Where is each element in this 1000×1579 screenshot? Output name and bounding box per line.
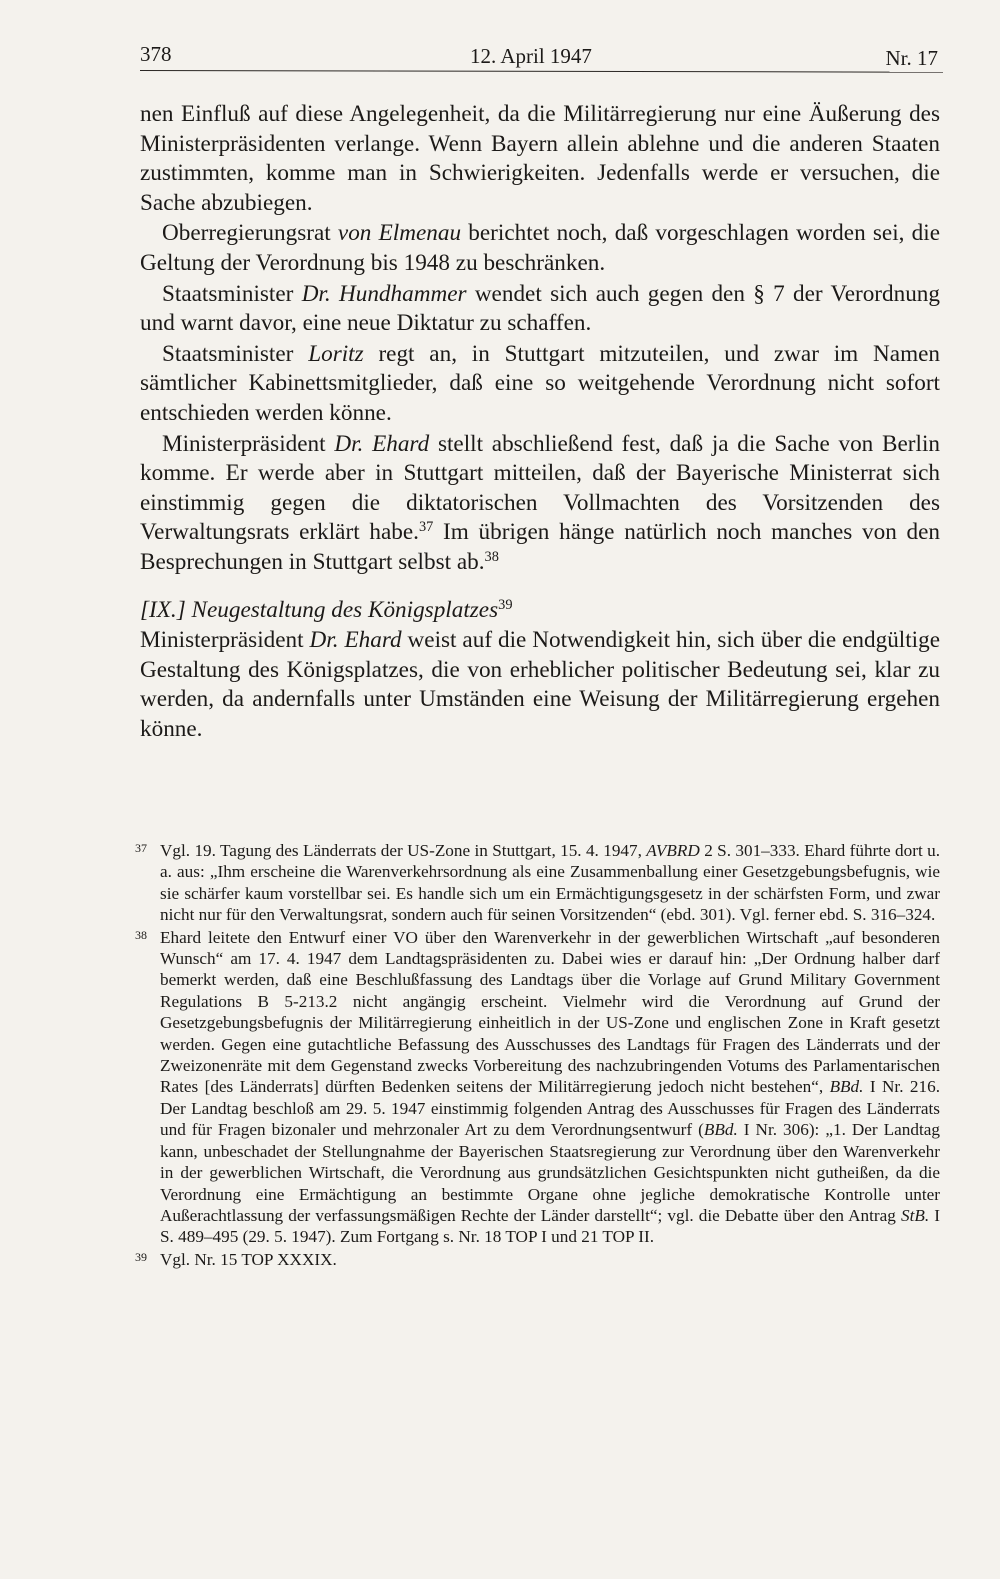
footnote-text: Vgl. 19. Tagung des Länderrats der US-Zone in Stuttgart, 15. 4. 1947, bbox=[160, 841, 647, 860]
footnote-text: Ehard leitete den Entwurf einer VO über den Warenverkehr in der gewerblichen Wirtschaft „auf besonderen Wunsch“ am 17. 4. 1947 dem Landtagspräsidenten zu. Dabei wies er darauf hin: „Der Ordnung halber darf bemerkt werden, daß eine Beschlußfassung des Landtags über die Vorlage auf Grund Military Government Regulations B 5-213.2 nicht angängig erscheint. Vielmehr wird die Verordnung auf Grund der Gesetzgebungsbefugnis der Militärregierung einheitlich in der US-Zone und englischen Zone in Kraft gesetzt werden. Gegen eine gutachtliche Befassung des Ausschusses des Landtags für Fragen des Länderrats und der Zweizonenräte mit dem Gegenstand zwecks Vorbereitung des nachzubringenden Votums des Parlamentarischen Rates [des Länderrats] dürften Bedenken seitens der Militärregierung jedoch nicht bestehen“, bbox=[160, 927, 940, 1097]
footnote-text: 2 S. 301–333. Ehard führte dort u. a. aus: „Ihm erscheine die Warenverkehrsordnung als eine Zusammenballung einer Gesetzgebungsbefugnis, wie sie schärfer kaum vorstellbar sei. Es handle sich um ein Ermächtigungsgesetz in der schärfsten Form, und zwar nicht nur für den Verwaltungsrat, sondern auch für seinen Vorsitzenden“ (ebd. 301). Vgl. ferner ebd. S. 316–324. bbox=[160, 841, 940, 925]
speaker-name: Loritz bbox=[308, 340, 364, 367]
footnote-reference[interactable]: 38 bbox=[484, 549, 499, 565]
paragraph-loritz bbox=[140, 340, 940, 429]
footnote-source: BBd. bbox=[829, 1077, 864, 1097]
paragraph-elmenau bbox=[140, 219, 940, 278]
footnote-text: I Nr. 216. Der Landtag beschloß am 29. 5. 1947 einstimmig folgenden Antrag des Ausschusses für Fragen des Länderrats und für Fragen bizonaler und mehrzonaler Art zu dem Verordnungsentwurf ( bbox=[160, 1077, 940, 1140]
footnote-source: StB. bbox=[900, 1205, 930, 1225]
footnote-number: 37 bbox=[135, 841, 147, 855]
footnote-reference[interactable]: 37 bbox=[418, 519, 434, 536]
page-number: 378 bbox=[140, 42, 172, 66]
footnote-text: Vgl. Nr. 15 TOP XXXIX. bbox=[160, 1249, 337, 1269]
footnote-number: 39 bbox=[135, 1249, 147, 1264]
paragraph-text: regt an, in Stuttgart mitzuteilen, und zwar im Namen sämtlicher Kabinettsmitglieder, daß eine so weitgehende Verordnung nicht sofort entschieden werden könne. bbox=[140, 340, 940, 426]
paragraph-text: Im übrigen hänge natürlich noch manches von den Besprechungen in Stuttgart selbst ab. bbox=[140, 519, 940, 575]
speaker-name: Dr. Ehard bbox=[334, 430, 430, 457]
running-header bbox=[140, 38, 940, 74]
paragraph-continuation: nen Einfluß auf diese Angelegenheit, da die Militärregierung nur eine Äußerung des Ministerpräsidenten verlange. Wenn Bayern allein ablehne und die anderen Staaten zustimmten, komme man in Schwierigkeiten. Jedenfalls werde er versuchen, die Sache abzubiegen. bbox=[140, 101, 940, 216]
footnote-reference[interactable]: 39 bbox=[498, 596, 513, 613]
paragraph-text: weist auf die Notwendigkeit hin, sich über die endgültige Gestaltung des Königsplatzes, die von erheblicher politischer Bedeutung sei, klar zu werden, da andernfalls unter Umständen eine Weisung der Militärregierung ergehen könne. bbox=[140, 627, 940, 742]
speaker-name: Dr. Hundhammer bbox=[301, 280, 467, 307]
header-date: 12. April 1947 bbox=[470, 44, 592, 68]
speaker-title: Ministerpräsident bbox=[140, 627, 310, 654]
speaker-name: Dr. Ehard bbox=[309, 627, 402, 654]
paragraph-text: stellt abschließend fest, daß ja die Sache von Berlin komme. Er werde aber in Stuttgart mitteilen, daß der Bayerische Ministerrat sich einstimmig gegen die diktatorischen Vollmachten des Vorsitzenden des Verwaltungsrats erklärt habe. bbox=[140, 430, 940, 546]
agenda-heading bbox=[140, 596, 940, 626]
paragraph-ehard-2 bbox=[140, 626, 940, 744]
footnote bbox=[135, 927, 940, 1248]
paragraph-text: berichtet noch, daß vorgeschlagen worden sei, die Geltung der Verordnung bis 1948 zu beschränken. bbox=[140, 220, 940, 276]
document-number: Nr. 17 bbox=[885, 46, 938, 70]
speaker-title: Staatsminister bbox=[162, 280, 302, 307]
speaker-title: Oberregierungsrat bbox=[162, 220, 338, 247]
paragraph-text: wendet sich auch gegen den § 7 der Verordnung und warnt davor, eine neue Diktatur zu schaffen. bbox=[140, 280, 940, 337]
footnote bbox=[135, 1249, 940, 1270]
footnote-text: I S. 489–495 (29. 5. 1947). Zum Fortgang s. Nr. 18 TOP I und 21 TOP II. bbox=[160, 1205, 940, 1247]
footnote bbox=[135, 840, 940, 926]
paragraph-hundhammer bbox=[140, 280, 940, 339]
footnote-text: I Nr. 306): „1. Der Landtag kann, unbeschadet der Stellungnahme der Bayerischen Staatsregierung zur Verordnung über den Warenverkehr in der gewerblichen Wirtschaft, die Verordnung aus grundsätzlichen Gesichtspunkten nicht gutheißen, da die Verordnung eine Ermächtigung an bestimmte Organe ohne jegliche demokratische Kontrolle unter Außerachtlassung der verfassungsmäßigen Rechte der Länder darstellt“; vgl. die Debatte über den Antrag bbox=[160, 1120, 940, 1225]
speaker-title: Ministerpräsident bbox=[162, 430, 335, 457]
footnote-number: 38 bbox=[135, 927, 147, 942]
footnote-source: AVBRD bbox=[646, 841, 700, 860]
footnotes bbox=[135, 840, 940, 1270]
main-text bbox=[140, 100, 940, 745]
footnote-source: BBd. bbox=[703, 1120, 738, 1140]
heading-text: [IX.] Neugestaltung des Königsplatzes bbox=[140, 596, 499, 623]
speaker-name: von Elmenau bbox=[337, 220, 462, 247]
paragraph-ehard-1 bbox=[140, 430, 940, 578]
speaker-title: Staatsminister bbox=[162, 340, 309, 367]
